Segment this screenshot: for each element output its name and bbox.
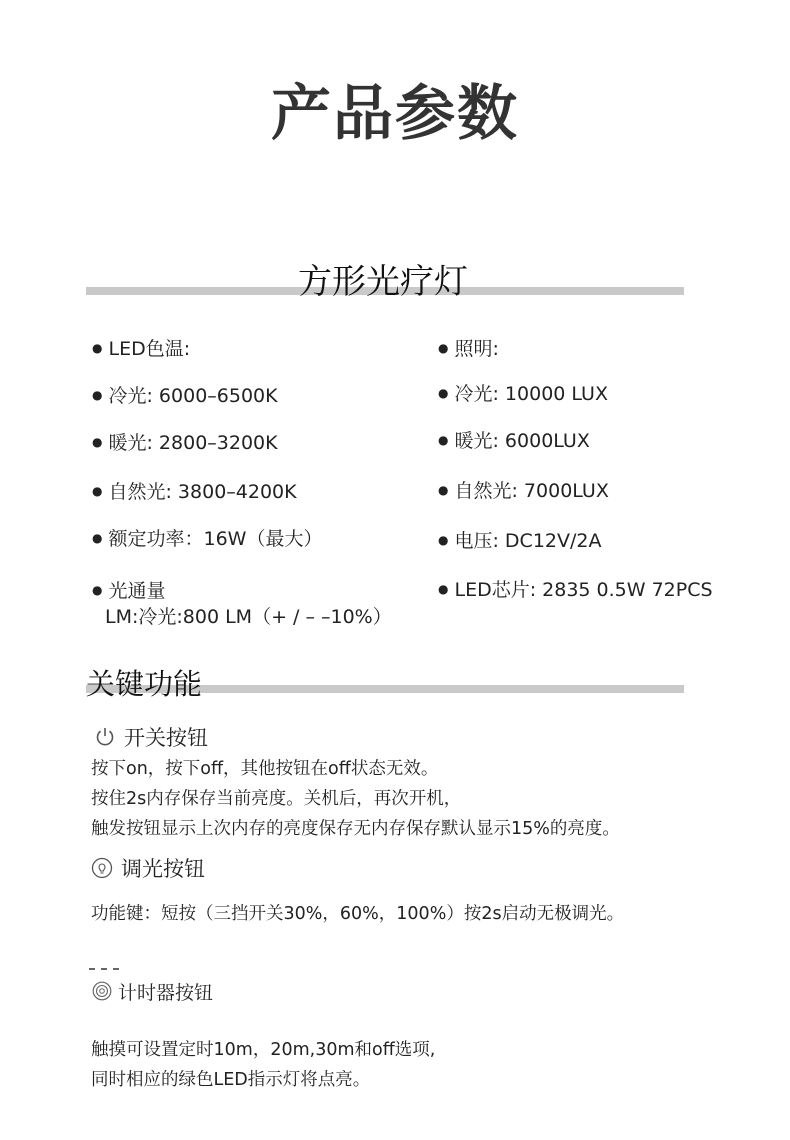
decorative-dash	[101, 968, 107, 970]
decorative-dash	[89, 968, 95, 970]
dimmer-desc: 功能键：短按（三挡开关30%，60%，100%）按2s启动无极调光。	[91, 904, 625, 924]
spec-cool-temp: ● 冷光: 6000–6500K	[92, 381, 278, 408]
timer-button-title: 计时器按钮	[118, 982, 214, 1004]
spec-luminous-flux-detail: LM:冷光:800 LM（+ / – –10%）	[105, 606, 392, 628]
bulb-icon	[91, 857, 113, 884]
timer-button-heading	[92, 978, 213, 1006]
spec-color-temp: ● LED色温:	[92, 334, 190, 361]
power-button-title: 开关按钮	[124, 726, 208, 750]
spec-luminous-flux: ● 光通量	[92, 576, 166, 603]
power-icon	[94, 726, 116, 753]
power-desc-line-2: 按住2s内存保存当前亮度。关机后，再次开机，	[91, 789, 462, 809]
decorative-dash	[113, 968, 119, 970]
dimmer-button-title: 调光按钮	[121, 857, 205, 881]
timer-icon	[92, 981, 112, 1006]
power-desc-line-3: 触发按钮显示上次内存的亮度保存无内存保存默认显示15%的亮度。	[91, 819, 620, 839]
spec-warm-lux: ● 暖光: 6000LUX	[438, 426, 590, 453]
spec-natural-temp: ● 自然光: 3800–4200K	[92, 477, 297, 504]
product-name: 方形光疗灯	[298, 262, 468, 302]
dimmer-button-heading	[91, 853, 205, 884]
timer-desc-line-1: 触摸可设置定时10m，20m,30m和off选项,	[91, 1040, 436, 1060]
spec-illumination: ● 照明:	[438, 334, 499, 361]
spec-rated-power: ● 额定功率：16W（最大）	[92, 524, 322, 551]
spec-natural-lux: ● 自然光: 7000LUX	[438, 476, 609, 503]
power-button-heading	[94, 722, 208, 753]
page-title: 产品参数	[271, 79, 519, 149]
timer-desc-line-2: 同时相应的绿色LED指示灯将点亮。	[91, 1070, 371, 1090]
functions-title: 关键功能	[86, 667, 203, 701]
spec-voltage: ● 电压: DC12V/2A	[438, 526, 601, 553]
spec-warm-temp: ● 暖光: 2800–3200K	[92, 428, 278, 455]
power-desc-line-1: 按下on，按下off，其他按钮在off状态无效。	[91, 759, 439, 779]
spec-led-chip: ● LED芯片: 2835 0.5W 72PCS	[438, 575, 713, 602]
spec-cool-lux: ● 冷光: 10000 LUX	[438, 379, 608, 406]
